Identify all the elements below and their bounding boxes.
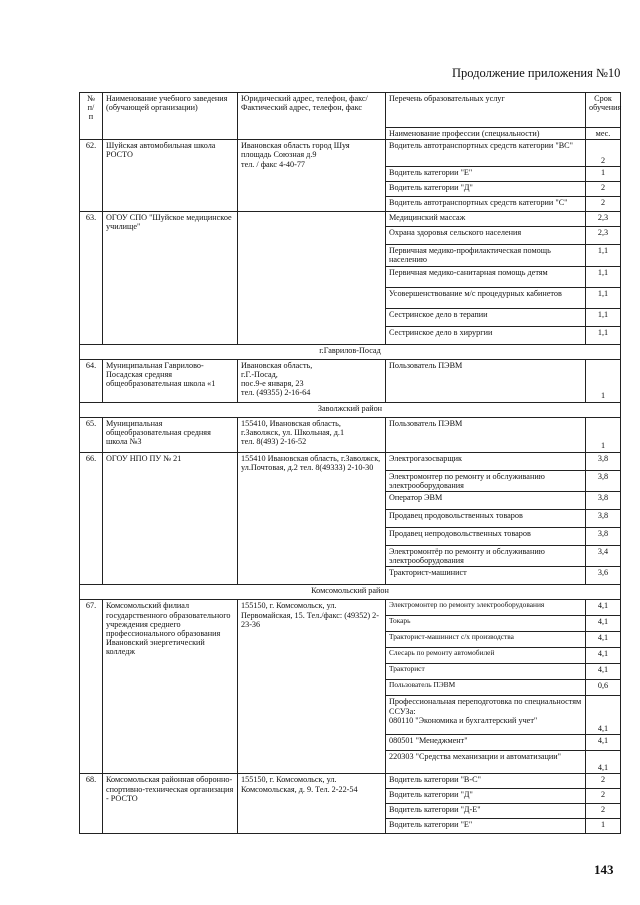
service-name — [386, 804, 586, 819]
service-duration: 2 — [586, 140, 621, 167]
region-label: Заволжский район — [80, 402, 621, 417]
service-duration: 3,6 — [586, 567, 621, 585]
entry-address-text: Ивановская область, г.Г.-Посад, пос.9-е января, 23 тел. (49355) 2-16-64 — [241, 360, 313, 398]
header-services: Перечень образовательных услуг — [386, 93, 586, 128]
service-name — [386, 680, 586, 696]
service-name — [386, 819, 586, 834]
service-name-text: Продавец продовольственных товаров — [389, 510, 523, 520]
service-duration: 2,3 — [586, 227, 621, 245]
service-name-text: Водитель категории "Е" — [389, 168, 473, 178]
entry-address — [238, 417, 386, 452]
service-duration: 2,3 — [586, 212, 621, 227]
table-row — [80, 452, 621, 470]
service-duration: 1,1 — [586, 266, 621, 287]
service-name — [386, 567, 586, 585]
service-duration: 4,1 — [586, 664, 621, 680]
table-row — [80, 359, 621, 402]
entry-number: 63. — [80, 212, 103, 344]
service-duration: 1,1 — [586, 287, 621, 308]
service-duration: 3,8 — [586, 452, 621, 470]
service-name — [386, 417, 586, 452]
header-duration: Срок обучения — [586, 93, 621, 128]
service-name — [386, 774, 586, 789]
service-name — [386, 751, 586, 774]
service-duration: 0,6 — [586, 680, 621, 696]
service-name — [386, 182, 586, 197]
entry-address-text: 155150, г. Комсомольск, ул. Первомайская, 15. Тел./факс: (49352) 2-23-36 — [241, 601, 379, 629]
service-duration: 2 — [586, 774, 621, 789]
service-name-text: Сестринское дело в терапии — [389, 309, 488, 319]
service-name-text: Тракторист — [389, 664, 425, 674]
page-number: 143 — [594, 862, 614, 877]
entry-address-text: 155410 Ивановская область, г.Заволжск, ул.Почтовая, д.2 тел. 8(49333) 2-10-30 — [241, 453, 381, 472]
service-name-text: Продавец непродовольственных товаров — [389, 528, 531, 538]
service-duration: 3,4 — [586, 545, 621, 566]
region-row — [80, 344, 621, 359]
service-name-text: Оператор ЭВМ — [389, 492, 443, 502]
service-name-text: Охрана здоровья сельского населения — [389, 228, 522, 238]
entry-name: Комсомольский филиал государственного образовательного учреждения среднего профессионального образования Ивановский энергетический колледж — [103, 600, 238, 774]
service-duration: 1,1 — [586, 308, 621, 326]
entry-number: 62. — [80, 140, 103, 212]
region-row — [80, 585, 621, 600]
service-name-text: Электромонтер по ремонту электрооборудования — [389, 600, 545, 610]
service-name-text: Водитель категории "В-С" — [389, 775, 481, 785]
entry-address-text: 155410, Ивановская область, г.Заволжск, ул. Школьная, д.1 тел. 8(493) 2-16-52 — [241, 418, 345, 446]
table-row — [80, 212, 621, 227]
service-name — [386, 600, 586, 616]
region-label: г.Гаврилов-Посад — [80, 344, 621, 359]
service-name — [386, 140, 586, 167]
service-name-text: Электрогазосварщик — [389, 453, 463, 463]
service-duration: 4,1 — [586, 632, 621, 648]
service-name — [386, 616, 586, 632]
service-name — [386, 212, 586, 227]
service-name-text: Токарь — [389, 616, 411, 626]
service-duration: 4,1 — [586, 648, 621, 664]
service-name-text: Водитель категории "Д-Е" — [389, 805, 481, 815]
service-name-text: Водитель категории "Д" — [389, 790, 473, 800]
service-name — [386, 696, 586, 735]
service-duration: 4,1 — [586, 735, 621, 751]
entry-name: Комсомольская районная оборонно-спортивно-техническая организация - РОСТО — [103, 774, 238, 834]
service-name-text: Водитель автотранспортных средств категории "ВС" — [389, 141, 573, 151]
service-name-text: Тракторист-машинист с/х производства — [389, 632, 514, 642]
service-duration: 3,8 — [586, 509, 621, 527]
service-duration: 3,8 — [586, 470, 621, 491]
service-name-text: Сестринское дело в хирургии — [389, 327, 493, 337]
entry-address — [238, 452, 386, 585]
service-name — [386, 308, 586, 326]
service-name — [386, 167, 586, 182]
service-name-text: Медицинский массаж — [389, 213, 466, 223]
service-duration: 1 — [586, 819, 621, 834]
service-name — [386, 735, 586, 751]
service-name-text: Усовершенствование м/с процедурных кабинетов — [389, 288, 562, 298]
service-duration: 4,1 — [586, 600, 621, 616]
service-name — [386, 789, 586, 804]
entry-address-text: Ивановская область город Шуя площадь Союзная д.9 тел. / факс 4-40-77 — [241, 141, 350, 169]
service-name-text: Тракторист-машинист — [389, 568, 467, 578]
entry-name: ОГОУ СПО "Шуйское медицинское училище" — [103, 212, 238, 344]
service-name — [386, 545, 586, 566]
service-name — [386, 470, 586, 491]
entry-number: 64. — [80, 359, 103, 402]
header-services-sub: Наименование профессии (специальности) — [386, 128, 586, 140]
table-row — [80, 140, 621, 167]
page-title: Продолжение приложения №10 — [452, 66, 621, 80]
service-name-text: 220303 "Средства механизации и автоматизации" — [389, 752, 561, 762]
education-table — [79, 92, 621, 834]
entry-number: 68. — [80, 774, 103, 834]
entry-address — [238, 212, 386, 344]
service-name-text: Электромонтер по ремонту и обслуживанию электрооборудования — [389, 471, 545, 490]
service-name — [386, 245, 586, 266]
service-name-text: Электромонтёр по ремонту и обслуживанию электрооборудования — [389, 546, 545, 566]
header-duration-sub: мес. — [586, 128, 621, 140]
service-name — [386, 227, 586, 245]
header-address: Юридический адрес, телефон, факс/ Фактический адрес, телефон, факс — [238, 93, 386, 140]
entry-name: Шуйская автомобильная школа РОСТО — [103, 140, 238, 212]
service-name — [386, 491, 586, 509]
service-duration: 1,1 — [586, 326, 621, 344]
service-name — [386, 359, 586, 402]
entry-address-text: 155150, г. Комсомольск, ул. Комсомольская, д. 9. Тел. 2-22-54 — [241, 775, 358, 794]
service-name-text: Пользователь ПЭВМ — [389, 680, 456, 690]
service-name-text: Водитель категории "Д" — [389, 183, 473, 193]
service-duration: 4,1 — [586, 751, 621, 774]
table-header-row — [80, 93, 621, 128]
service-duration: 3,8 — [586, 527, 621, 545]
service-name-text: Водитель категории "Е" — [389, 820, 473, 830]
region-row — [80, 402, 621, 417]
entry-name: Муниципальная общеобразовательная средняя школа №3 — [103, 417, 238, 452]
service-name — [386, 527, 586, 545]
table-row — [80, 600, 621, 616]
header-name: Наименование учебного заведения (обучающей организации) — [103, 93, 238, 140]
service-name-text: 080501 "Менеджмент" — [389, 736, 468, 746]
service-duration: 1 — [586, 417, 621, 452]
table-row — [80, 417, 621, 452]
region-label: Комсомольский район — [80, 585, 621, 600]
service-name — [386, 266, 586, 287]
service-name — [386, 632, 586, 648]
service-name — [386, 648, 586, 664]
service-name — [386, 664, 586, 680]
service-duration: 1,1 — [586, 245, 621, 266]
service-duration: 2 — [586, 804, 621, 819]
service-name-text: Профессиональная переподготовка по специальностям ССУЗа: 080110 "Экономика и бухгалтерский учет" — [389, 697, 582, 725]
service-duration: 4,1 — [586, 616, 621, 632]
service-name-text: Водитель автотранспортных средств категории "С" — [389, 198, 568, 208]
entry-address — [238, 140, 386, 212]
service-name — [386, 509, 586, 527]
entry-address — [238, 774, 386, 834]
entry-number: 67. — [80, 600, 103, 774]
service-duration: 1 — [586, 167, 621, 182]
entry-name: ОГОУ НПО ПУ № 21 — [103, 452, 238, 585]
service-duration: 2 — [586, 789, 621, 804]
service-name — [386, 326, 586, 344]
service-duration: 2 — [586, 197, 621, 212]
service-name-text: Первичная медико-санитарная помощь детям — [389, 267, 548, 277]
service-name-text: Пользователь ПЭВМ — [389, 418, 463, 428]
entry-number: 66. — [80, 452, 103, 585]
service-name — [386, 287, 586, 308]
entry-address — [238, 359, 386, 402]
entry-number: 65. — [80, 417, 103, 452]
service-duration: 4,1 — [586, 696, 621, 735]
service-name-text: Первичная медико-профилактическая помощь населению — [389, 246, 551, 265]
table-row — [80, 774, 621, 789]
service-name-text: Слесарь по ремонту автомобилей — [389, 648, 495, 658]
header-num: № п/ п — [80, 93, 103, 140]
service-name — [386, 452, 586, 470]
entry-address — [238, 600, 386, 774]
service-duration: 1 — [586, 359, 621, 402]
entry-name: Муниципальная Гаврилово-Посадская средняя общеобразовательная школа «1 — [103, 359, 238, 402]
service-name-text: Пользователь ПЭВМ — [389, 360, 463, 370]
service-duration: 3,8 — [586, 491, 621, 509]
service-name — [386, 197, 586, 212]
service-duration: 2 — [586, 182, 621, 197]
